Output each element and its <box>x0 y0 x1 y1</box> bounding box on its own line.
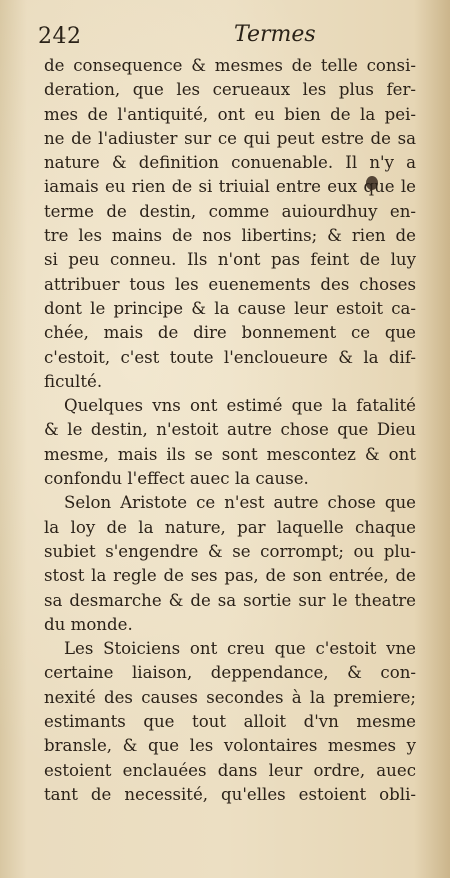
text-line: subiet s'engendre & se corrompt; ou plu- <box>44 541 416 561</box>
text-line: c'estoit, c'est toute l'encloueure & la dif- <box>44 347 416 367</box>
text-line: deration, que les cerueaux les plus fer- <box>44 80 416 100</box>
text-line: & le destin, n'estoit autre chose que Dieu <box>44 420 416 440</box>
text-line: bransle, & que les volontaires mesmes y <box>44 736 416 756</box>
text-line: estoient enclauées dans leur ordre, auec <box>44 760 416 780</box>
text-line: mesme, mais ils se sont mescontez & ont <box>44 444 416 464</box>
text-line: de consequence & mesmes de telle consi- <box>44 56 416 75</box>
text-line: ne de l'adiuster sur ce qui peut estre de sa <box>44 128 416 148</box>
text-line: la loy de la nature, par laquelle chaque <box>44 517 416 537</box>
text-line: confondu l'effect auec la cause. <box>44 469 309 489</box>
page-header <box>38 18 316 52</box>
text-line: sa desmarche & de sa sortie sur le theatre <box>44 590 416 610</box>
text-line: dont le principe & la cause leur estoit ca- <box>44 298 416 318</box>
text-line: Les Stoiciens ont creu que c'estoit vne <box>64 639 416 659</box>
text-line: stost la regle de ses pas, de son entrée, de <box>44 566 416 586</box>
text-line: chée, mais de dire bonnement ce que <box>44 323 416 343</box>
text-line: tre les mains de nos libertins; & rien de <box>44 226 416 246</box>
body-text <box>44 54 416 807</box>
text-line: tant de necessité, qu'elles estoient obli- <box>44 784 416 804</box>
text-line: Selon Aristote ce n'est autre chose que <box>64 493 416 513</box>
text-line: Quelques vns ont estimé que la fatalité <box>64 396 416 416</box>
text-line: nexité des causes secondes à la premiere; <box>44 687 416 707</box>
running-head: Termes <box>234 22 316 47</box>
text-line: iamais eu rien de si triuial entre eux que le <box>44 177 416 197</box>
text-line: ficulté. <box>44 371 103 391</box>
text-line: certaine liaison, deppendance, & con- <box>44 663 416 683</box>
text-line: du monde. <box>44 614 133 634</box>
text-line: si peu conneu. Ils n'ont pas feint de luy <box>44 250 416 270</box>
text-line: attribuer tous les euenements des choses <box>44 274 416 294</box>
text-line: nature & definition conuenable. Il n'y a <box>44 153 416 173</box>
page-number: 242 <box>38 24 82 49</box>
text-line: estimants que tout alloit d'vn mesme <box>44 712 416 732</box>
text-line: mes de l'antiquité, ont eu bien de la pei- <box>44 104 416 124</box>
text-line: terme de destin, comme auiourdhuy en- <box>44 201 416 221</box>
